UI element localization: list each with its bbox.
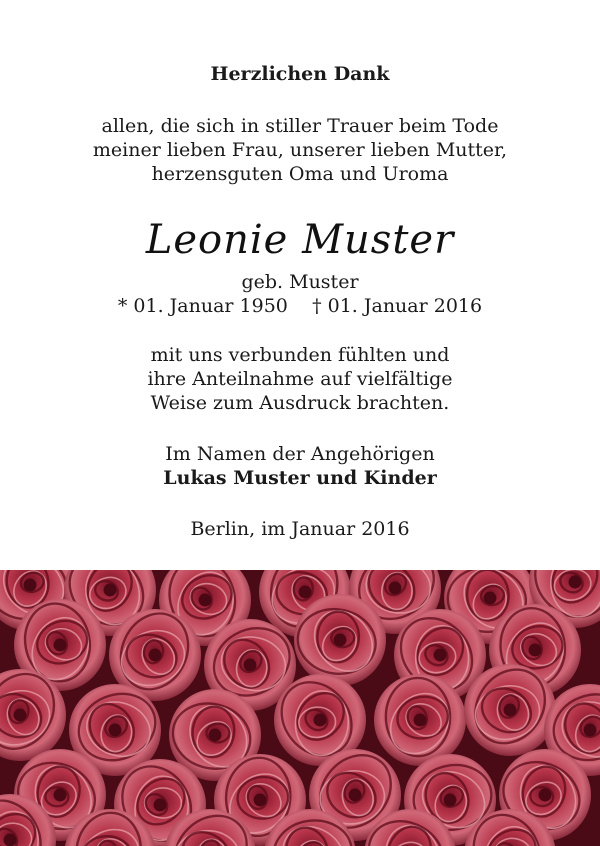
body-line-3: Weise zum Ausdruck brachten.: [150, 392, 450, 414]
body-line-1: mit uns verbunden fühlten und: [150, 344, 450, 366]
roses-image: [0, 570, 600, 846]
rose-flower: [374, 674, 466, 766]
signature-prefix: Im Namen der Angehörigen: [165, 443, 435, 465]
signature-names: Lukas Muster und Kinder: [163, 467, 437, 489]
place-date: Berlin, im Januar 2016: [190, 518, 410, 540]
intro-line-2: meiner lieben Frau, unserer lieben Mutter,: [92, 139, 508, 161]
intro-line-1: allen, die sich in stiller Trauer beim Tode: [101, 115, 499, 137]
birth-name: geb. Muster: [241, 271, 359, 293]
life-dates: [0, 294, 600, 318]
heading: Herzlichen Dank: [210, 63, 390, 85]
deceased-name: Leonie Muster: [145, 217, 455, 263]
body-line-2: ihre Anteilnahme auf vielfältige: [147, 368, 453, 390]
intro-line-3: herzensguten Oma und Uroma: [151, 163, 449, 185]
roses-photo: [0, 570, 600, 846]
birth-date: * 01. Januar 1950: [117, 295, 288, 317]
death-date: † 01. Januar 2016: [312, 295, 483, 317]
